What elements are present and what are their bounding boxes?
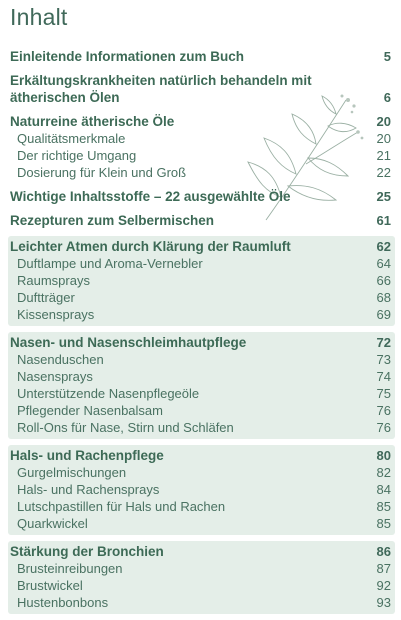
toc-section <box>8 72 395 106</box>
chapter-page-number: 20 <box>376 114 391 129</box>
subentry-page-number: 68 <box>376 290 391 305</box>
subentry-page-number: 69 <box>376 307 391 322</box>
subentry-page-number: 22 <box>376 165 391 180</box>
chapter-page-number: 61 <box>376 213 391 228</box>
subentry-page-number: 64 <box>376 256 391 271</box>
subentry-title: Nasenduschen <box>17 352 104 367</box>
chapter-page-number: 25 <box>376 189 391 204</box>
toc-subentry[interactable] <box>8 368 395 385</box>
toc-subentry[interactable] <box>8 577 395 594</box>
subentry-page-number: 85 <box>376 516 391 531</box>
toc-subentry[interactable] <box>8 594 395 611</box>
chapter-title: Einleitende Informationen zum Buch <box>10 49 245 64</box>
subentry-page-number: 84 <box>376 482 391 497</box>
toc-subentry[interactable] <box>8 306 395 323</box>
subentry-page-number: 21 <box>376 148 391 163</box>
subentry-page-number: 85 <box>376 499 391 514</box>
toc-subentry[interactable] <box>8 498 395 515</box>
toc-subentry[interactable] <box>8 385 395 402</box>
chapter-title: Rezepturen zum Selbermischen <box>10 213 215 228</box>
subentry-page-number: 66 <box>376 273 391 288</box>
subentry-title: Brusteinreibungen <box>17 561 123 576</box>
subentry-title: Duftlampe und Aroma-Vernebler <box>17 256 203 271</box>
subentry-page-number: 82 <box>376 465 391 480</box>
subentry-title: Kissensprays <box>17 307 95 322</box>
chapter-page-number: 62 <box>376 239 391 254</box>
toc-section <box>8 48 395 65</box>
toc-section <box>8 541 395 614</box>
chapter-title: Erkältungskrankheiten natürlich behandeln mit ätherischen Ölen <box>10 73 312 105</box>
subentry-page-number: 87 <box>376 561 391 576</box>
subentry-title: Hustenbonbons <box>17 595 109 610</box>
toc-subentry[interactable] <box>8 289 395 306</box>
chapter-title: Naturreine ätherische Öle <box>10 114 175 129</box>
toc-chapter-entry[interactable] <box>8 238 395 255</box>
table-of-contents <box>0 48 401 620</box>
toc-subentry[interactable] <box>8 402 395 419</box>
chapter-page-number: 5 <box>383 49 391 64</box>
subentry-title: Dosierung für Klein und Groß <box>17 165 187 180</box>
chapter-page-number: 80 <box>376 448 391 463</box>
subentry-page-number: 75 <box>376 386 391 401</box>
toc-subentry[interactable] <box>8 515 395 532</box>
toc-section <box>8 212 395 229</box>
toc-section <box>8 445 395 535</box>
chapter-page-number: 6 <box>383 90 391 105</box>
subentry-title: Lutschpastillen für Hals und Rachen <box>17 499 226 514</box>
subentry-page-number: 74 <box>376 369 391 384</box>
toc-subentry[interactable] <box>8 272 395 289</box>
subentry-page-number: 76 <box>376 420 391 435</box>
toc-section <box>8 236 395 326</box>
chapter-title: Nasen- und Nasenschleimhautpflege <box>10 335 247 350</box>
toc-subentry[interactable] <box>8 419 395 436</box>
page-title: Inhalt <box>10 4 68 30</box>
chapter-title: Stärkung der Bronchien <box>10 544 164 559</box>
toc-section <box>8 188 395 205</box>
toc-chapter-entry[interactable] <box>8 188 395 205</box>
toc-subentry[interactable] <box>8 464 395 481</box>
subentry-title: Unterstützende Nasenpflegeöle <box>17 386 200 401</box>
toc-subentry[interactable] <box>8 130 395 147</box>
subentry-title: Qualitätsmerkmale <box>17 131 126 146</box>
subentry-page-number: 93 <box>376 595 391 610</box>
toc-chapter-entry[interactable] <box>8 48 395 65</box>
toc-subentry[interactable] <box>8 481 395 498</box>
toc-chapter-entry[interactable] <box>8 334 395 351</box>
subentry-title: Duftträger <box>17 290 75 305</box>
chapter-page-number: 72 <box>376 335 391 350</box>
chapter-title: Hals- und Rachenpflege <box>10 448 164 463</box>
toc-chapter-entry[interactable] <box>8 72 395 106</box>
toc-section <box>8 332 395 439</box>
subentry-title: Quarkwickel <box>17 516 88 531</box>
toc-chapter-entry[interactable] <box>8 543 395 560</box>
subentry-title: Pflegender Nasenbalsam <box>17 403 163 418</box>
chapter-title: Wichtige Inhaltsstoffe – 22 ausgewählte Öle <box>10 189 291 204</box>
chapter-page-number: 86 <box>376 544 391 559</box>
chapter-title: Leichter Atmen durch Klärung der Raumluft <box>10 239 291 254</box>
toc-chapter-entry[interactable] <box>8 212 395 229</box>
subentry-page-number: 76 <box>376 403 391 418</box>
toc-subentry[interactable] <box>8 164 395 181</box>
toc-chapter-entry[interactable] <box>8 113 395 130</box>
subentry-title: Brustwickel <box>17 578 83 593</box>
toc-section <box>8 113 395 181</box>
subentry-title: Der richtige Umgang <box>17 148 137 163</box>
toc-chapter-entry[interactable] <box>8 447 395 464</box>
toc-subentry[interactable] <box>8 351 395 368</box>
toc-subentry[interactable] <box>8 255 395 272</box>
subentry-title: Hals- und Rachensprays <box>17 482 160 497</box>
subentry-title: Raumsprays <box>17 273 90 288</box>
subentry-page-number: 20 <box>376 131 391 146</box>
subentry-title: Nasensprays <box>17 369 93 384</box>
toc-subentry[interactable] <box>8 147 395 164</box>
subentry-page-number: 73 <box>376 352 391 367</box>
subentry-page-number: 92 <box>376 578 391 593</box>
subentry-title: Gurgelmischungen <box>17 465 127 480</box>
subentry-title: Roll-Ons für Nase, Stirn und Schläfen <box>17 420 234 435</box>
toc-subentry[interactable] <box>8 560 395 577</box>
